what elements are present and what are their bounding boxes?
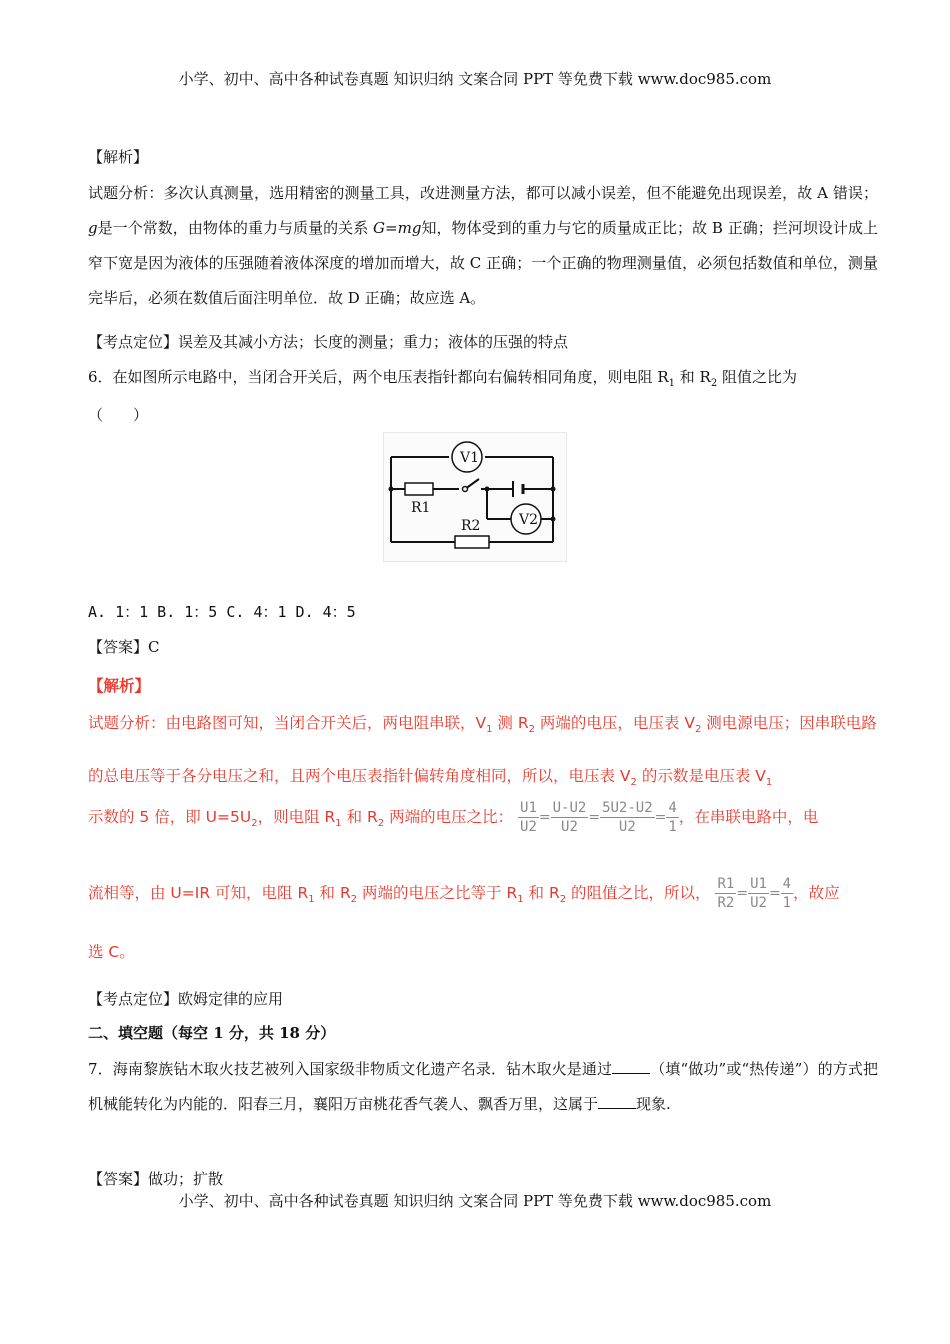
- v2-label: V2: [519, 512, 539, 528]
- denominator: R2: [717, 895, 735, 911]
- q6-answer-paren: （ ）: [88, 406, 149, 424]
- sub: 2: [559, 894, 567, 906]
- sub: 1: [486, 724, 493, 736]
- numerator: 4: [782, 876, 792, 892]
- numerator: R1: [717, 876, 735, 892]
- equals-sign: =: [588, 809, 601, 826]
- q5-analysis-text: [88, 176, 878, 316]
- q6-question-end: 阻值之比为: [717, 368, 797, 386]
- q6-kaodian: 【考点定位】欧姆定律的应用: [88, 990, 284, 1008]
- sub: 1: [308, 894, 315, 906]
- q7-blank-2[interactable]: [598, 1094, 636, 1109]
- denominator: U2: [750, 895, 767, 911]
- q6-question: [88, 366, 878, 389]
- denominator: U2: [520, 819, 537, 835]
- q6-a2d: 两端的电压之比：: [384, 808, 514, 826]
- page-header: 小学、初中、高中各种试卷真题 知识归纳 文案合同 PPT 等免费下载 www.doc985.com: [178, 70, 772, 88]
- fraction-r1-r2: [715, 875, 736, 912]
- q6-a1d: 测电源电压；因串联电路的总电压等于各分电压之和，且两个电压表指针偏转角度相同，所以，电压表 V: [88, 714, 877, 786]
- page-footer: 小学、初中、高中各种试卷真题 知识归纳 文案合同 PPT 等免费下载 www.doc985.com: [178, 1192, 772, 1210]
- q6-r1-sub: 1: [668, 378, 675, 389]
- fraction-5u2-minus-u2: [600, 799, 655, 836]
- fraction-u-minus-u2: [551, 799, 589, 836]
- sub: 2: [350, 894, 358, 906]
- section-2-title: 二、填空题（每空 1 分，共 18 分）: [88, 1024, 336, 1042]
- fraction-u1-u2: [518, 799, 539, 836]
- q6-a3e: 的阻值之比，所以，: [566, 884, 711, 902]
- q7-text-3: 传递”）的方式把机械能转化为内能的．阳春三月，襄阳万亩桃花香气袭人、飘香万里，这属于: [88, 1060, 878, 1113]
- sub: 2: [528, 724, 535, 736]
- q6-a3: 流相等，由 U=IR 可知，电阻 R: [88, 884, 309, 902]
- fraction-4-1: [666, 799, 678, 836]
- junction-dot: [485, 487, 490, 492]
- q6-a2: 示数的 5 倍，即 U=5U: [88, 808, 252, 826]
- sub: 2: [251, 818, 258, 830]
- equals-sign: =: [538, 809, 551, 826]
- q5-g-symbol: g: [88, 219, 98, 237]
- r2-label: R2: [461, 518, 481, 534]
- q6-a3f: ，故应: [793, 884, 840, 902]
- q7-blank-1[interactable]: [612, 1059, 650, 1074]
- q7-question: [88, 1052, 878, 1122]
- sub: 1: [517, 894, 524, 906]
- numerator: 5U2-U2: [602, 800, 653, 816]
- q5-gravity-formula: G=mg: [373, 219, 422, 237]
- numerator: U1: [750, 876, 767, 892]
- q6-a1b: 测 R: [492, 714, 529, 732]
- q5-kaodian: 【考点定位】误差及其减小方法；长度的测量；重力；液体的压强的特点: [88, 333, 569, 351]
- sub: 1: [335, 818, 342, 830]
- q6-a3d: 和 R: [523, 884, 560, 902]
- r1-label: R1: [411, 500, 431, 516]
- resistor-r1-symbol: [405, 483, 433, 495]
- fraction-u1-u2: [748, 875, 769, 912]
- q5-analysis-part1: 试题分析：多次认真测量，选用精密的测量工具，改进测量方法，都可以减小误差，但不能避免出现误差，故 A 错误；: [88, 184, 878, 202]
- equals-sign: =: [736, 885, 749, 902]
- q5-analysis-title: 【解析】: [88, 148, 149, 166]
- q6-options: A. 1：1 B. 1：5 C. 4：1 D. 4：5: [88, 603, 356, 621]
- q5-analysis-part2: 是一个常数，由物体的重力与质量的关系: [97, 219, 369, 237]
- q7-text-4: 现: [636, 1095, 652, 1113]
- q6-analysis-lines-1-2: [88, 700, 880, 806]
- q6-analysis-title: 【解析】: [88, 677, 151, 695]
- fraction-4-1: [781, 875, 793, 912]
- q6-analysis-line-5: 选 C。: [88, 943, 135, 961]
- denominator: 1: [782, 895, 792, 911]
- circuit-diagram: [383, 432, 567, 562]
- q6-a1c: 两端的电压，电压表 V: [534, 714, 695, 732]
- q6-a2b: ，则电阻 R: [257, 808, 336, 826]
- denominator: U2: [561, 819, 578, 835]
- q6-question-text: 6．在如图所示电路中，当闭合开关后，两个电压表指针都向右偏转相同角度，则电阻 R: [88, 368, 669, 386]
- sub: 2: [377, 818, 385, 830]
- q6-r2-sub: 2: [710, 378, 718, 389]
- sub: 1: [765, 777, 773, 789]
- q6-a2e: ，在串联电路中，电: [678, 808, 819, 826]
- q6-answer: 【答案】C: [88, 638, 160, 656]
- q6-a2c: 和 R: [341, 808, 378, 826]
- junction-dot: [551, 517, 556, 522]
- equals-sign: =: [768, 885, 781, 902]
- denominator: U2: [618, 819, 636, 835]
- switch-pivot: [463, 487, 468, 492]
- resistor-r2-symbol: [455, 536, 489, 548]
- q6-a1: 试题分析：由电路图可知，当闭合开关后，两电阻串联，V: [88, 714, 487, 732]
- q6-question-and: 和 R: [675, 368, 711, 386]
- junction-dot: [389, 487, 394, 492]
- v1-label: V1: [460, 450, 480, 466]
- q7-text-2: （填“做功”或“热: [650, 1060, 765, 1078]
- q6-analysis-line-3: [88, 792, 818, 849]
- numerator: U1: [520, 800, 537, 816]
- q6-a3b: 和 R: [314, 884, 351, 902]
- denominator: 1: [668, 819, 677, 835]
- numerator: 4: [668, 800, 677, 816]
- q6-analysis-line-4: [88, 868, 840, 925]
- junction-dot: [551, 487, 556, 492]
- numerator: U-U2: [552, 800, 587, 816]
- q7-text-5: 象.: [651, 1095, 671, 1113]
- q6-a1e: 的示数是电压表 V: [636, 767, 766, 786]
- q5-analysis-part3: 知，物体受到的重力与它的质量成正比；故 B 正确；拦河坝设计成上窄下宽是因为液体的压强随着液体深度的增加而增大，故 C 正确；一个正确的物理测量值，必须包括数值和单位，测量完毕后，必须在数值后面注明单位．故 D 正确；故应选 A。: [88, 219, 878, 307]
- equals-sign: =: [654, 809, 667, 826]
- q6-a3c: 两端的电压之比等于 R: [357, 884, 518, 902]
- sub: 2: [630, 777, 637, 789]
- sub: 2: [694, 724, 702, 736]
- q7-text-1: 7．海南黎族钻木取火技艺被列入国家级非物质文化遗产名录．钻木取火是通过: [88, 1060, 613, 1078]
- q7-answer: 【答案】做功；扩散: [88, 1170, 224, 1188]
